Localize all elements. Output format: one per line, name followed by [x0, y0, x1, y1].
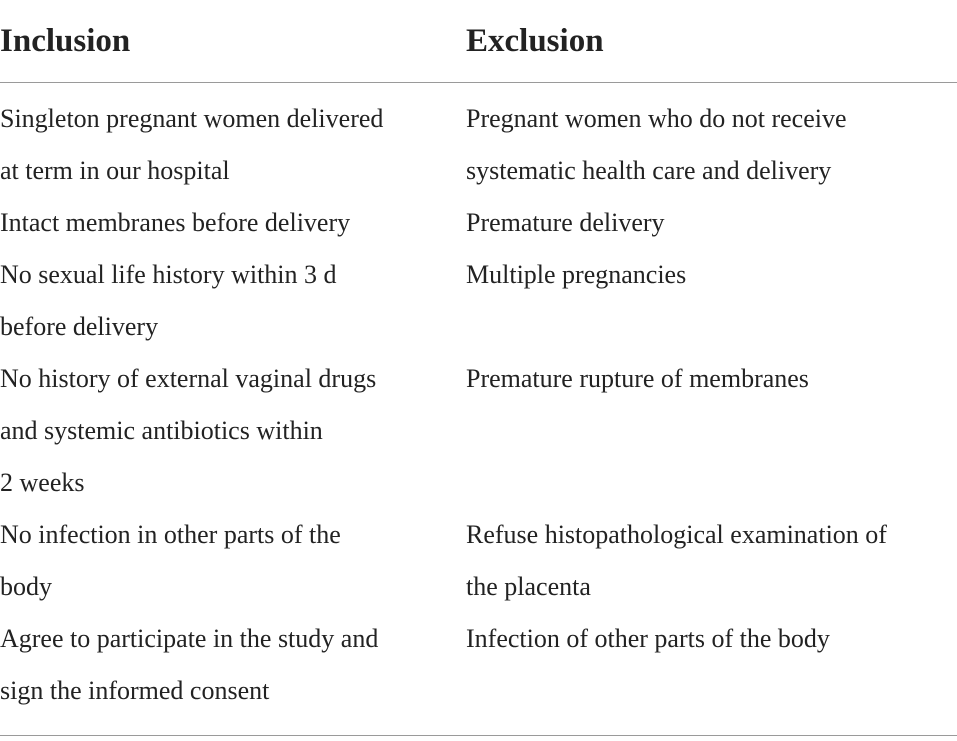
inclusion-line: before delivery — [0, 312, 159, 341]
exclusion-cell — [466, 83, 957, 198]
table-row — [0, 613, 957, 736]
inclusion-cell — [0, 613, 466, 736]
table-row — [0, 249, 957, 353]
exclusion-line: systematic health care and delivery — [466, 156, 832, 185]
inclusion-line: No history of external vaginal drugs — [0, 364, 377, 393]
table-row — [0, 197, 957, 249]
inclusion-line: No sexual life history within 3 d — [0, 260, 337, 289]
exclusion-cell — [466, 613, 957, 736]
exclusion-cell — [466, 249, 957, 353]
inclusion-cell — [0, 353, 466, 509]
exclusion-line: Pregnant women who do not receive — [466, 104, 847, 133]
exclusion-cell — [466, 509, 957, 613]
exclusion-line: Infection of other parts of the body — [466, 624, 830, 653]
table-header-row — [0, 0, 957, 83]
exclusion-line: the placenta — [466, 572, 591, 601]
table-row — [0, 83, 957, 198]
inclusion-cell — [0, 249, 466, 353]
inclusion-cell — [0, 197, 466, 249]
inclusion-line: Singleton pregnant women delivered — [0, 104, 384, 133]
inclusion-cell — [0, 509, 466, 613]
inclusion-line: Agree to participate in the study and — [0, 624, 379, 653]
exclusion-line: Multiple pregnancies — [466, 260, 687, 289]
inclusion-line: Intact membranes before delivery — [0, 208, 351, 237]
table-body — [0, 83, 957, 736]
exclusion-cell — [466, 353, 957, 509]
inclusion-line: and systemic antibiotics within — [0, 416, 323, 445]
inclusion-line: sign the informed consent — [0, 676, 270, 705]
exclusion-line: Premature delivery — [466, 208, 665, 237]
inclusion-header: Inclusion — [0, 0, 466, 83]
exclusion-line: Refuse histopathological examination of — [466, 520, 887, 549]
inclusion-line: at term in our hospital — [0, 156, 230, 185]
exclusion-line: Premature rupture of membranes — [466, 364, 809, 393]
inclusion-line: body — [0, 572, 52, 601]
table-row — [0, 509, 957, 613]
table-row — [0, 353, 957, 509]
inclusion-line: 2 weeks — [0, 468, 85, 497]
inclusion-line: No infection in other parts of the — [0, 520, 341, 549]
inclusion-cell — [0, 83, 466, 198]
exclusion-cell — [466, 197, 957, 249]
exclusion-header: Exclusion — [466, 0, 957, 83]
